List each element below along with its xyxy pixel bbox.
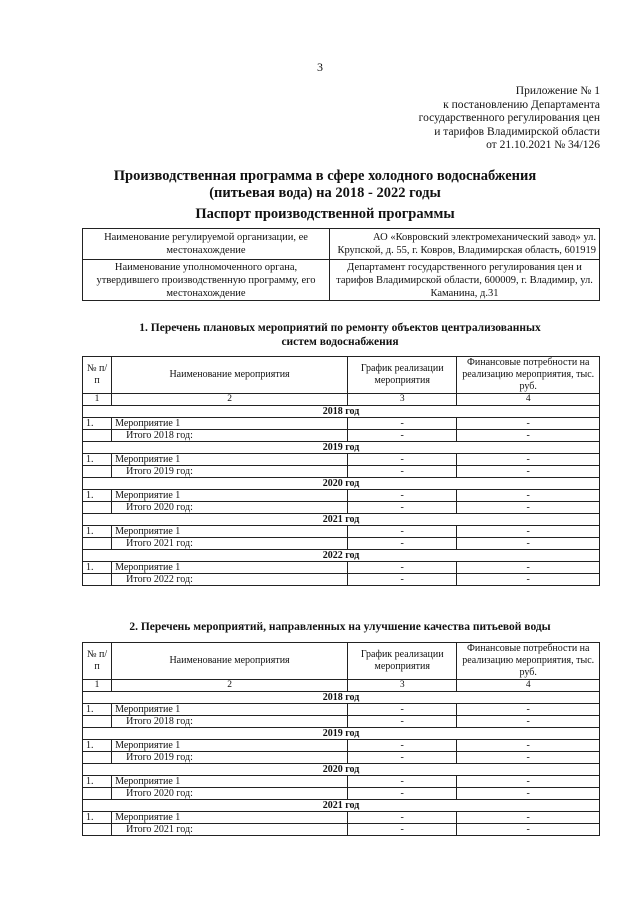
schedule-cell: - — [348, 490, 457, 502]
finance-cell: - — [457, 752, 600, 764]
schedule-cell: - — [348, 562, 457, 574]
year-label: 2021 год — [83, 800, 600, 812]
total-label: Итого 2019 год: — [112, 466, 348, 478]
passport-label: Наименование регулируемой организации, ее местонахождение — [83, 229, 330, 260]
row-num: 1. — [83, 740, 112, 752]
total-label: Итого 2022 год: — [112, 574, 348, 586]
total-row — [83, 716, 600, 728]
finance-cell: - — [457, 812, 600, 824]
event-name: Мероприятие 1 — [112, 776, 348, 788]
finance-cell: - — [457, 716, 600, 728]
appendix-block — [380, 85, 600, 153]
finance-cell: - — [457, 788, 600, 800]
table-header-row — [83, 357, 600, 394]
year-label: 2018 год — [83, 692, 600, 704]
appendix-line: от 21.10.2021 № 34/126 — [486, 139, 600, 151]
year-row — [83, 764, 600, 776]
finance-cell: - — [457, 538, 600, 550]
table-row — [83, 490, 600, 502]
event-name: Мероприятие 1 — [112, 740, 348, 752]
col-header-finance: Финансовые потребности на реализацию мероприятия, тыс. руб. — [457, 357, 600, 394]
year-label: 2019 год — [83, 728, 600, 740]
schedule-cell: - — [348, 526, 457, 538]
row-num: 1. — [83, 490, 112, 502]
row-num: 1. — [83, 454, 112, 466]
year-label: 2020 год — [83, 764, 600, 776]
col-header-finance: Финансовые потребности на реализацию мероприятия, тыс. руб. — [457, 643, 600, 680]
appendix-line: государственного регулирования цен — [418, 112, 600, 124]
passport-row — [83, 229, 600, 260]
row-num: 1. — [83, 562, 112, 574]
appendix-line: и тарифов Владимирской области — [434, 125, 600, 138]
table-header-row — [83, 643, 600, 680]
col-header-schedule: График реализации мероприятия — [348, 357, 457, 394]
passport-table — [82, 228, 600, 301]
event-name: Мероприятие 1 — [112, 418, 348, 430]
total-label: Итого 2021 год: — [112, 538, 348, 550]
total-row — [83, 574, 600, 586]
col-header-schedule: График реализации мероприятия — [348, 643, 457, 680]
finance-cell: - — [457, 574, 600, 586]
col-header-name: Наименование мероприятия — [112, 643, 348, 680]
schedule-cell: - — [348, 538, 457, 550]
total-row — [83, 502, 600, 514]
finance-cell: - — [457, 776, 600, 788]
year-label: 2018 год — [83, 406, 600, 418]
year-label: 2021 год — [83, 514, 600, 526]
table-row — [83, 812, 600, 824]
finance-cell: - — [457, 704, 600, 716]
appendix-line: Приложение № 1 — [515, 85, 600, 97]
total-row — [83, 466, 600, 478]
schedule-cell: - — [348, 418, 457, 430]
table-row — [83, 418, 600, 430]
table-row — [83, 776, 600, 788]
finance-cell: - — [457, 502, 600, 514]
schedule-cell: - — [348, 740, 457, 752]
section1-table — [82, 356, 600, 586]
title-line: (питьевая вода) на 2018 - 2022 годы — [209, 185, 441, 201]
finance-cell: - — [457, 418, 600, 430]
year-row — [83, 550, 600, 562]
col-number: 1 — [83, 680, 112, 692]
year-row — [83, 800, 600, 812]
table-row — [83, 704, 600, 716]
total-row — [83, 824, 600, 836]
table-row — [83, 454, 600, 466]
total-label: Итого 2018 год: — [112, 716, 348, 728]
total-label: Итого 2020 год: — [112, 788, 348, 800]
event-name: Мероприятие 1 — [112, 812, 348, 824]
finance-cell: - — [457, 562, 600, 574]
schedule-cell: - — [348, 812, 457, 824]
finance-cell: - — [457, 430, 600, 442]
col-header-name: Наименование мероприятия — [112, 357, 348, 394]
appendix-line: к постановлению Департамента — [443, 98, 600, 111]
section1-title — [80, 322, 600, 349]
year-row — [83, 478, 600, 490]
passport-title: Паспорт производственной программы — [195, 206, 455, 222]
section-title-line: 1. Перечень плановых мероприятий по ремонту объектов централизованных — [139, 322, 541, 334]
col-header-num: № п/п — [83, 357, 112, 394]
schedule-cell: - — [348, 430, 457, 442]
finance-cell: - — [457, 454, 600, 466]
event-name: Мероприятие 1 — [112, 562, 348, 574]
col-number: 3 — [348, 394, 457, 406]
row-num: 1. — [83, 776, 112, 788]
schedule-cell: - — [348, 704, 457, 716]
schedule-cell: - — [348, 776, 457, 788]
table-row — [83, 740, 600, 752]
year-label: 2022 год — [83, 550, 600, 562]
col-header-num: № п/п — [83, 643, 112, 680]
col-number: 2 — [112, 680, 348, 692]
total-label: Итого 2018 год: — [112, 430, 348, 442]
col-number: 2 — [112, 394, 348, 406]
finance-cell: - — [457, 740, 600, 752]
passport-value: Департамент государственного регулирования цен и тарифов Владимирской области, 600009, г. Владимир, ул. Каманина, д.31 — [330, 260, 600, 301]
event-name: Мероприятие 1 — [112, 526, 348, 538]
year-label: 2019 год — [83, 442, 600, 454]
column-number-row — [83, 680, 600, 692]
row-num: 1. — [83, 812, 112, 824]
year-row — [83, 442, 600, 454]
schedule-cell: - — [348, 824, 457, 836]
passport-value: АО «Ковровский электромеханический завод» ул. Крупской, д. 55, г. Ковров, Владимирская область, 601919 — [330, 229, 600, 260]
total-label: Итого 2020 год: — [112, 502, 348, 514]
finance-cell: - — [457, 526, 600, 538]
section-title-line: систем водоснабжения — [281, 335, 399, 348]
col-number: 1 — [83, 394, 112, 406]
year-row — [83, 692, 600, 704]
event-name: Мероприятие 1 — [112, 704, 348, 716]
year-row — [83, 728, 600, 740]
passport-label: Наименование уполномоченного органа, утвердившего производственную программу, его местонахождение — [83, 260, 330, 301]
year-row — [83, 514, 600, 526]
year-row — [83, 406, 600, 418]
col-number: 4 — [457, 394, 600, 406]
total-label: Итого 2019 год: — [112, 752, 348, 764]
section2-title: 2. Перечень мероприятий, направленных на улучшение качества питьевой воды — [129, 621, 551, 633]
row-num: 1. — [83, 526, 112, 538]
table-row — [83, 526, 600, 538]
table-row — [83, 562, 600, 574]
schedule-cell: - — [348, 454, 457, 466]
row-num: 1. — [83, 418, 112, 430]
total-row — [83, 752, 600, 764]
total-row — [83, 538, 600, 550]
document-title — [60, 168, 590, 202]
finance-cell: - — [457, 490, 600, 502]
schedule-cell: - — [348, 788, 457, 800]
col-number: 3 — [348, 680, 457, 692]
finance-cell: - — [457, 466, 600, 478]
schedule-cell: - — [348, 502, 457, 514]
total-row — [83, 788, 600, 800]
finance-cell: - — [457, 824, 600, 836]
col-number: 4 — [457, 680, 600, 692]
total-row — [83, 430, 600, 442]
year-label: 2020 год — [83, 478, 600, 490]
total-label: Итого 2021 год: — [112, 824, 348, 836]
schedule-cell: - — [348, 716, 457, 728]
page-number: 3 — [317, 60, 323, 74]
schedule-cell: - — [348, 466, 457, 478]
event-name: Мероприятие 1 — [112, 454, 348, 466]
row-num: 1. — [83, 704, 112, 716]
section2-table — [82, 642, 600, 836]
event-name: Мероприятие 1 — [112, 490, 348, 502]
schedule-cell: - — [348, 752, 457, 764]
passport-row — [83, 260, 600, 301]
title-line: Производственная программа в сфере холодного водоснабжения — [113, 168, 537, 184]
column-number-row — [83, 394, 600, 406]
schedule-cell: - — [348, 574, 457, 586]
